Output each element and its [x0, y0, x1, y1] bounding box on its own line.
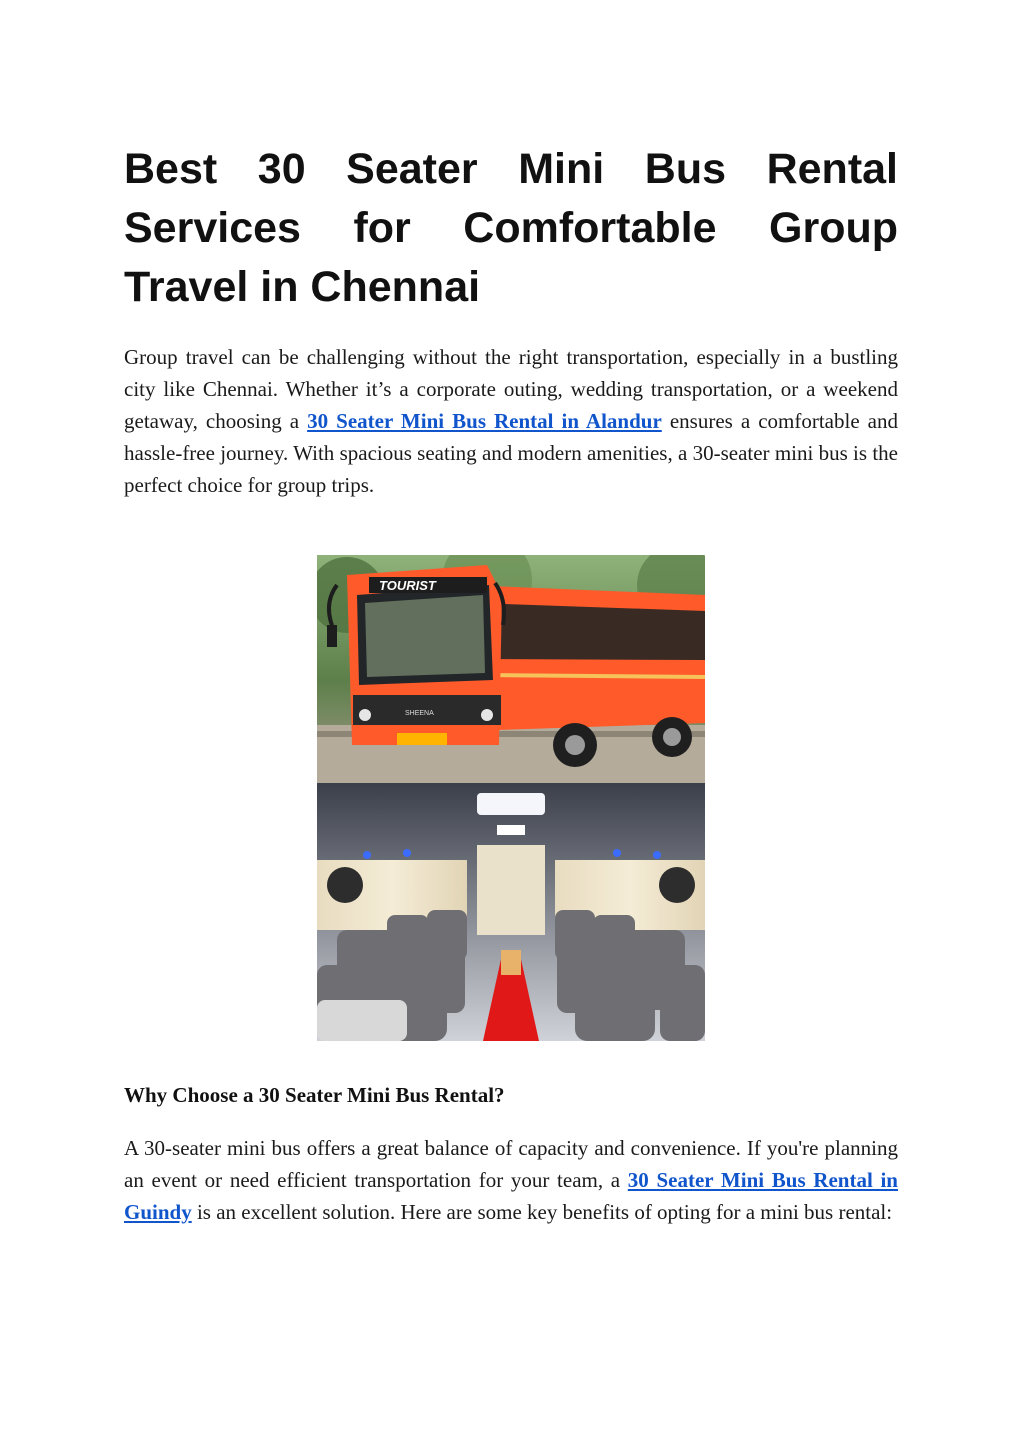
bus-interior-photo	[317, 783, 705, 1041]
intro-text-after-link: ensures a comfortable and hassle-free journey. With spacious seating and modern amenities, a 30-seater mini bus is the perfect choice for group trips.	[124, 409, 899, 497]
alandur-rental-link[interactable]: 30 Seater Mini Bus Rental in Alandur	[307, 409, 662, 433]
section-text-before-link: A 30-seater mini bus offers a great balance of capacity and convenience. If you're planning an event or need efficient transportation for your team, a	[124, 1136, 898, 1192]
intro-paragraph	[124, 341, 898, 501]
section-paragraph	[124, 1132, 898, 1228]
intro-text-before-link: Group travel can be challenging without the right transportation, especially in a bustling city like Chennai. Whether it’s a corporate outing, wedding transportation, or a weekend getaway, choosing a	[124, 345, 898, 433]
section-text-after-link: is an excellent solution. Here are some key benefits of opting for a mini bus rental:	[191, 1200, 893, 1224]
guindy-rental-link[interactable]: 30 Seater Mini Bus Rental in Guindy	[124, 1168, 898, 1224]
bus-brand-badge: SHEENA	[405, 710, 434, 717]
page-title: Best 30 Seater Mini Bus Rental Services for Comfortable Group Travel in Chennai	[124, 145, 898, 311]
bus-exterior-photo	[317, 555, 705, 783]
bus-destination-sign: TOURIST	[379, 578, 436, 593]
section-heading: Why Choose a 30 Seater Mini Bus Rental?	[124, 1083, 505, 1107]
bus-photo-collage	[317, 555, 705, 1041]
